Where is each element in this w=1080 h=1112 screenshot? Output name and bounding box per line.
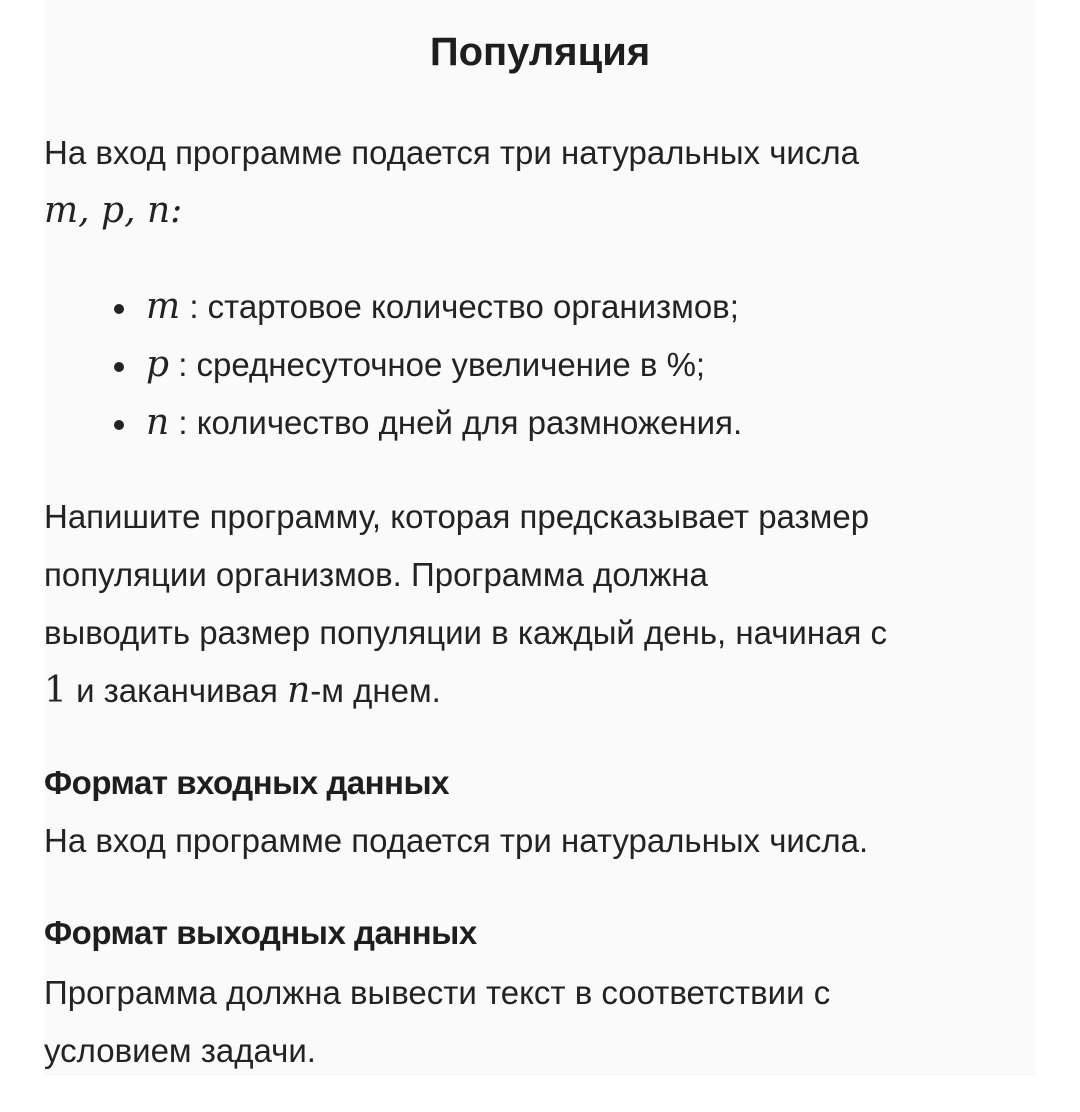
list-item — [110, 336, 742, 394]
list-item-text: : среднесуточное увеличение в %; — [178, 346, 706, 383]
task-text-mid: и заканчивая — [66, 672, 288, 709]
list-item-var: m — [146, 286, 181, 327]
output-format-heading: Формат выходных данных — [44, 914, 477, 951]
list-item-var: n — [146, 402, 170, 443]
list-item-text: : количество дней для размножения. — [178, 404, 743, 441]
task-text-end: -м днем. — [310, 672, 441, 709]
task-var: n — [287, 670, 311, 711]
parameter-list — [110, 278, 742, 452]
task-line-2: популяции организмов. Программа должна — [44, 556, 708, 593]
list-item — [110, 278, 742, 336]
bullet-icon — [114, 304, 124, 314]
intro-variables-math: m, p, n: — [44, 190, 183, 231]
task-line-3: выводить размер популяции в каждый день, начиная с — [44, 614, 887, 651]
intro-line: На вход программе подается три натуральных числа — [44, 134, 859, 171]
input-format-text: На вход программе подается три натуральных числа. — [44, 822, 869, 859]
output-format-line-1: Программа должна вывести текст в соответствии с — [44, 974, 831, 1011]
intro-variables — [44, 182, 1044, 240]
list-item-text: : стартовое количество организмов; — [189, 288, 739, 325]
task-line-4 — [44, 662, 1044, 720]
task-line-1: Напишите программу, которая предсказывает размер — [44, 498, 870, 535]
bullet-icon — [114, 362, 124, 372]
input-format-heading: Формат входных данных — [44, 764, 450, 801]
list-item-var: p — [146, 344, 170, 385]
bullet-icon — [114, 420, 124, 430]
output-format-line-2: условием задачи. — [44, 1032, 316, 1069]
task-number: 1 — [44, 670, 67, 711]
page-title: Популяция — [429, 30, 651, 74]
list-item — [110, 394, 742, 452]
